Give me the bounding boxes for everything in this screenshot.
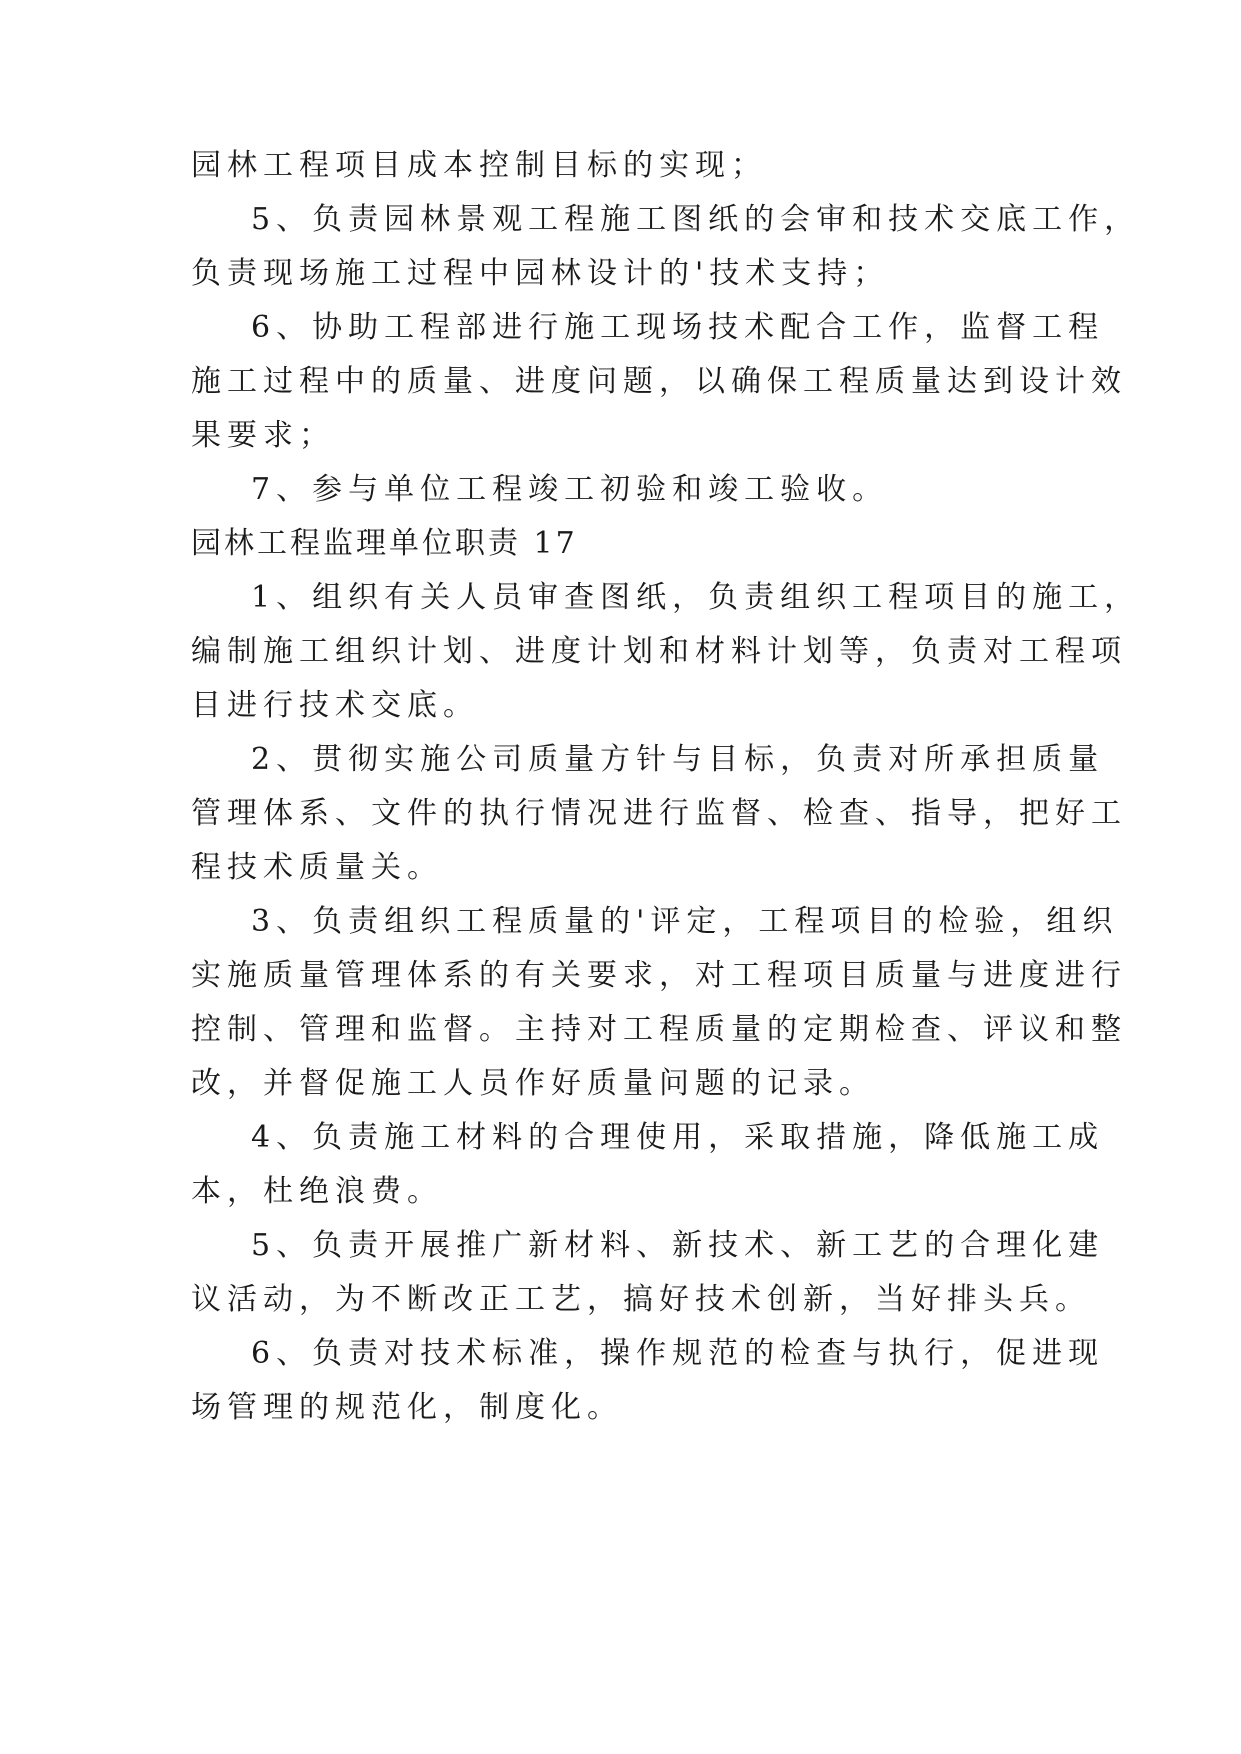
text-line: 园林工程项目成本控制目标的实现； — [191, 148, 767, 183]
text-line: 本，杜绝浪费。 — [191, 1174, 443, 1209]
list-item-4-line: 4、负责施工材料的合理使用，采取措施，降低施工成 — [251, 1120, 1105, 1155]
section-heading: 园林工程监理单位职责 17 — [191, 526, 578, 561]
text-line: 果要求； — [191, 418, 335, 453]
text-line: 实施质量管理体系的有关要求，对工程项目质量与进度进行 — [191, 958, 1127, 993]
list-item-6-line: 6、协助工程部进行施工现场技术配合工作，监督工程 — [251, 310, 1105, 345]
list-item-6-line: 6、负责对技术标准，操作规范的检查与执行，促进现 — [251, 1336, 1105, 1371]
text-line: 程技术质量关。 — [191, 850, 443, 885]
list-item-5-line: 5、负责园林景观工程施工图纸的会审和技术交底工作， — [251, 202, 1141, 237]
text-line: 管理体系、文件的执行情况进行监督、检查、指导，把好工 — [191, 796, 1127, 831]
list-item-3-line: 3、负责组织工程质量的'评定，工程项目的检验，组织 — [251, 904, 1119, 939]
text-line: 控制、管理和监督。主持对工程质量的定期检查、评议和整 — [191, 1012, 1127, 1047]
text-line: 负责现场施工过程中园林设计的'技术支持； — [191, 256, 890, 291]
text-line: 议活动，为不断改正工艺，搞好技术创新，当好排头兵。 — [191, 1282, 1091, 1317]
list-item-2-line: 2、贯彻实施公司质量方针与目标，负责对所承担质量 — [251, 742, 1105, 777]
text-line: 目进行技术交底。 — [191, 688, 479, 723]
list-item-7-line: 7、参与单位工程竣工初验和竣工验收。 — [251, 472, 889, 507]
text-line: 改，并督促施工人员作好质量问题的记录。 — [191, 1066, 875, 1101]
text-line: 编制施工组织计划、进度计划和材料计划等，负责对工程项 — [191, 634, 1127, 669]
list-item-1-line: 1、组织有关人员审查图纸，负责组织工程项目的施工， — [251, 580, 1141, 615]
text-line: 施工过程中的质量、进度问题，以确保工程质量达到设计效 — [191, 364, 1127, 399]
text-line: 场管理的规范化，制度化。 — [191, 1390, 623, 1425]
list-item-5-line: 5、负责开展推广新材料、新技术、新工艺的合理化建 — [251, 1228, 1105, 1263]
